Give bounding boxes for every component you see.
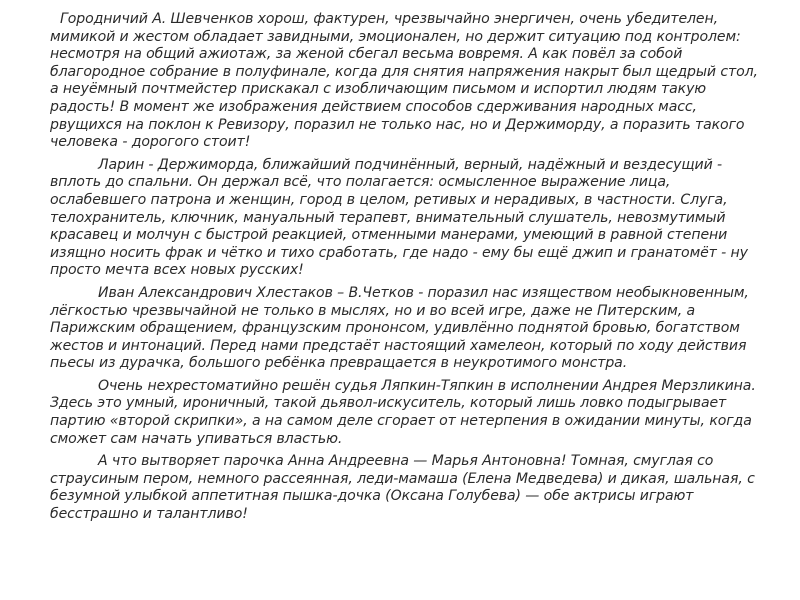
paragraph-lyapkin-tyapkin: Очень нехрестоматийно решён судья Ляпкин-Тяпкин в исполнении Андрея Мерзликина. Здесь это умный, ироничный, такой дьявол-искуситель, который лишь ловко подыгрывает партию «второй скрипки», а на самом деле сгорает от нетерпения в ожидании минуты, когда сможет сам начать упиваться властью. bbox=[50, 377, 756, 447]
paragraph-khlestakov: Иван Александрович Хлестаков – В.Четков - поразил нас изяществом необыкновенным, лёгкостью чрезвычайной не только в мыслях, но и во всей игре, даже не Питерским, а Парижским обращением, французским прононсом, удивлённо поднятой бровью, богатством жестов и интонаций. Перед нами предстаёт настоящий хамелеон, который по ходу действия пьесы из дурачка, большого ребёнка превращается в неукротимого монстра. bbox=[50, 284, 749, 372]
paragraph-anna-marya: А что вытворяет парочка Анна Андреевна — Марья Антоновна! Томная, смуглая со страусиным пером, немного рассеянная, леди-мамаша (Елена Медведева) и дикая, шальная, с безумной улыбкой аппетитная пышка-дочка (Оксана Голубева) — обе актрисы играют бесстрашно и талантливо! bbox=[50, 453, 755, 523]
paragraph-gorodnichiy: Городничий А. Шевченков хорош, фактурен, чрезвычайно энергичен, очень убедителен, мимикой и жестом обладает завидными, эмоционален, но держит ситуацию под контролем: несмотря на общий ажиотаж, за женой сбегал весьма вовремя. А как повёл за собой благородное собрание в полуфинале, когда для снятия напряжения накрыт был щедрый стол, а неуёмный почтмейстер прискакал с изобличающим письмом и испортил людям такую радость! В момент же изображения действием способов сдерживания народных масс, рвущихся на поклон к Ревизору, поразил не только нас, но и Держиморду, а поразить такого человека - дорогого стоит! bbox=[50, 11, 758, 151]
review-text bbox=[50, 11, 760, 529]
paragraph-derzhimorda: Ларин - Держиморда, ближайший подчинённый, верный, надёжный и вездесущий - вплоть до спальни. Он держал всё, что полагается: осмысленное выражение лица, ослабевшего патрона и женщин, город в целом, ретивых и нерадивых, в частности. Слуга, телохранитель, ключник, мануальный терапевт, внимательный слушатель, невозмутимый красавец и молчун с быстрой реакцией, отменными манерами, умеющий в равной степени изящно носить фрак и чётко и тихо сработать, где надо - ему бы ещё джип и гранатомёт - ну просто мечта всех новых русских! bbox=[50, 156, 748, 279]
